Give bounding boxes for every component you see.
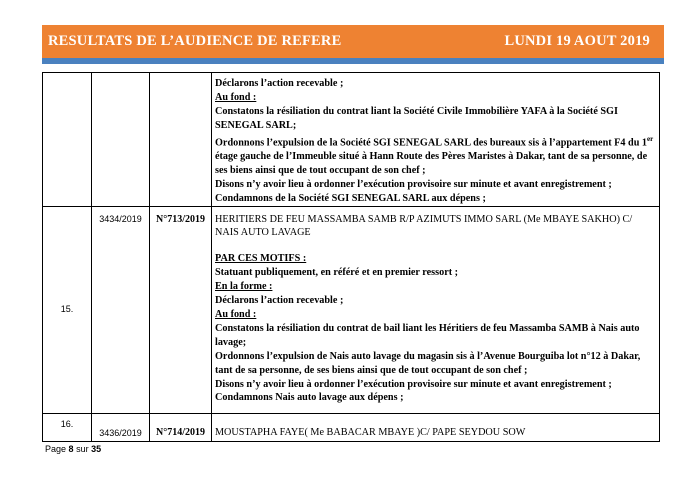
decision-heading: Au fond : [215, 308, 257, 320]
decision-line: Condamnons Nais auto lavage aux dépens ; [215, 392, 404, 404]
decision-line: Ordonnons l’expulsion de la Société SGI SENEGAL SARL des bureaux sis à l’appartement F4 du 1er étage gauche de l’Immeuble situé à Hann Route des Pères Maristes à Dakar, tant de sa personne, de ses biens ainsi que de tout occupant de son chef ; [215, 134, 654, 176]
page-label: Page [45, 444, 67, 454]
decision-heading: En la forme : [215, 281, 273, 293]
hearing-date: LUNDI 19 AOUT 2019 [504, 33, 650, 49]
row-number-cell [92, 73, 150, 207]
decision-ref: N°713/2019 [150, 206, 212, 413]
decision-line: Disons n’y avoir lieu à ordonner l’exécution provisoire sur minute et avant enregistrement ; [215, 378, 612, 390]
results-table [42, 72, 660, 442]
row-index: 15. [43, 206, 92, 413]
decision-line: Ordonnons l’expulsion de Nais auto lavage du magasin sis à l’Avenue Bourguiba lot n°12 à Dakar, tant de sa personne, de ses biens ainsi que de tout occupant de son chef ; [215, 350, 641, 376]
row-ref-cell [150, 73, 212, 207]
case-number: 3434/2019 [92, 206, 150, 413]
decision-line: Déclarons l’action recevable ; [215, 295, 344, 307]
case-parties: HERITIERS DE FEU MASSAMBA SAMB R/P AZIMUTS IMMO SARL (Me MBAYE SAKHO) C/ NAIS AUTO LAVAGE [215, 213, 633, 239]
row-index-cell [43, 73, 92, 207]
header-banner [42, 25, 664, 58]
page-footer [45, 444, 101, 454]
header-divider-bar [42, 58, 664, 64]
row-index: 16. [43, 413, 92, 441]
decision-ref: N°714/2019 [150, 413, 212, 441]
decision-cell [212, 206, 660, 413]
decision-cell [212, 73, 660, 207]
table-row [43, 206, 660, 413]
document-title: RESULTATS DE L’AUDIENCE DE REFERE [48, 33, 342, 49]
decision-line: Constatons la résiliation du contrat liant la Société Civile Immobilière YAFA à la Société SGI SENEGAL SARL; [215, 105, 618, 131]
decision-cell [212, 413, 660, 441]
decision-line: Statuant publiquement, en référé et en premier ressort ; [215, 267, 459, 279]
case-parties: MOUSTAPHA FAYE( Me BABACAR MBAYE )C/ PAPE SEYDOU SOW [215, 426, 526, 438]
decision-line: Disons n’y avoir lieu à ordonner l’exécution provisoire sur minute et avant enregistrement ; [215, 178, 612, 190]
page-current: 8 [68, 444, 74, 454]
decision-line: Déclarons l’action recevable ; [215, 78, 344, 89]
page-sep: sur [76, 444, 89, 454]
decision-heading: Au fond : [215, 91, 257, 103]
decision-line: Condamnons de la Société SGI SENEGAL SARL aux dépens ; [215, 192, 486, 204]
decision-heading: PAR CES MOTIFS : [215, 253, 307, 265]
case-number: 3436/2019 [92, 413, 150, 441]
table-row [43, 73, 660, 207]
table-row [43, 413, 660, 441]
page-total: 35 [91, 444, 102, 454]
decision-line: Constatons la résiliation du contrat de bail liant les Héritiers de feu Massamba SAMB à Nais auto lavage; [215, 322, 640, 348]
